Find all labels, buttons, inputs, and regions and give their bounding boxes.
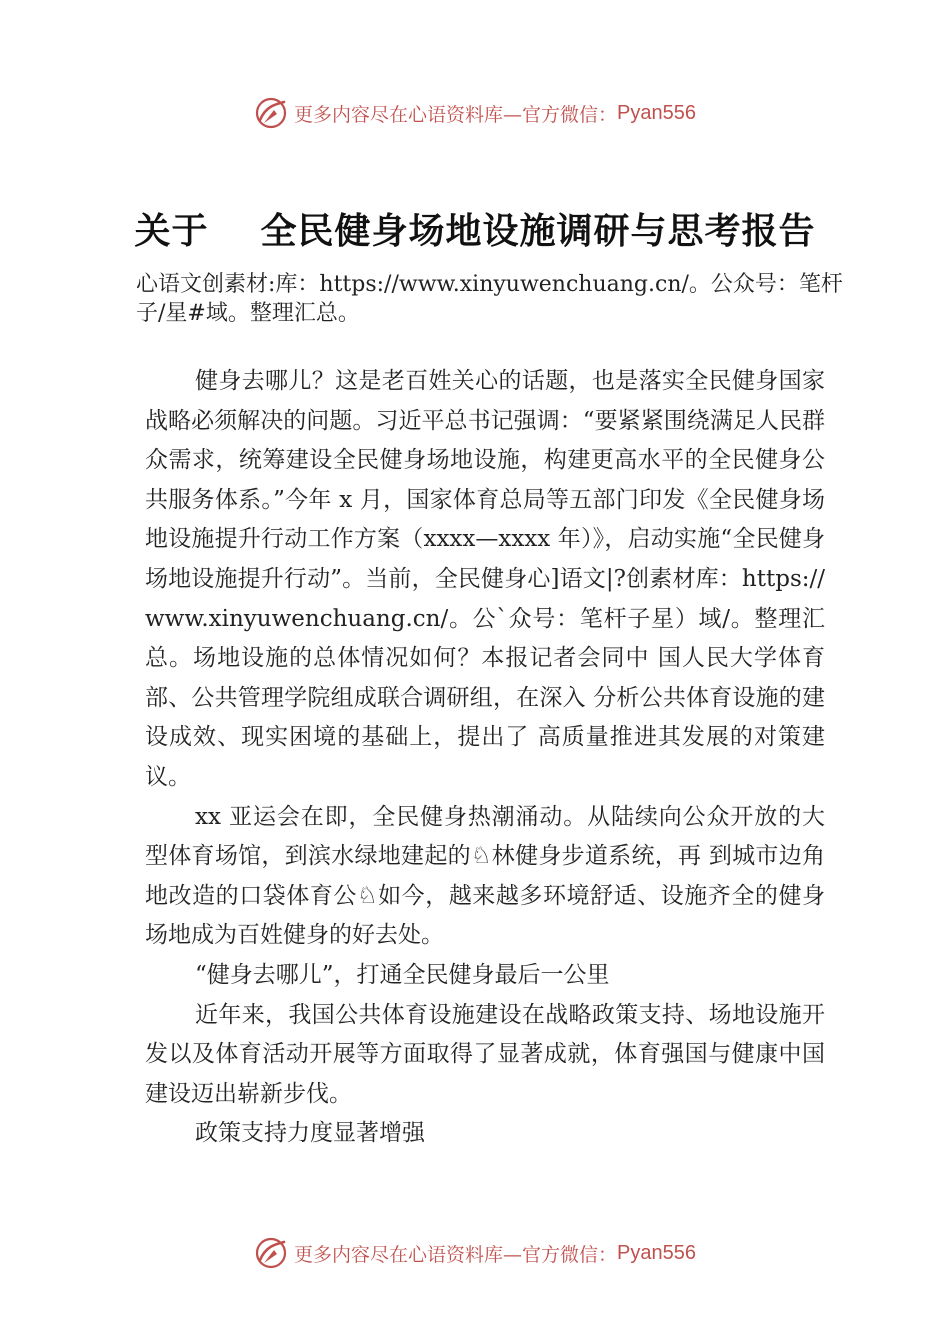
banner-text: 更多内容尽在心语资料库—官方微信： [294,1243,618,1266]
section-subheading: 政策支持力度显著增强 [195,1120,425,1147]
banner-text: 更多内容尽在心语资料库—官方微信： [294,103,618,126]
footer-watermark-banner [0,1236,950,1270]
paragraph: xx 亚运会在即，全民健身热潮涌动。从陆续向公众开放的大型体育场馆，到滨水绿地建起的♘林健身步道系统，再 到城市边角地改造的口袋体育公♘如今，越来越多环境舒适、设施齐全的健身场地成为百姓健身的好去处。 [145,803,825,949]
logo-icon [254,96,288,130]
source-note: 心语文创素材:库：https://www.xinyuwenchuang.cn/。公众号：笔杆子/星#域。整理汇总。 [136,272,843,326]
paragraph: 健身去哪儿？这是老百姓关心的话题，也是落实全民健身国家战略必须解决的问题。习近平总书记强调：“要紧紧围绕满足人民群众需求，统筹建设全民健身场地设施，构建更高水平的全民健身公共服务体系。”今年 x 月，国家体育总局等五部门印发《全民健身场地设施提升行动工作方案（xxxx—xxxx 年）》，启动实施“全民健身场地设施提升行动”。当前，全民健身心]语文|?创素材库：https://www.xinyuwenchuang.cn/。公`众号：笔杆子星）域/。整理汇总。场地设施的总体情况如何？本报记者会同中 国人民大学体育部、公共管理学院组成联合调研组，在深入 分析公共体育设施的建设成效、现实困境的基础上，提出了 高质量推进其发展的对策建议。 [145,368,825,790]
banner-wechat-id: Pyan556 [617,1241,696,1264]
paragraph: 近年来，我国公共体育设施建设在战略政策支持、场地设施开发以及体育活动开展等方面取得了显著成就，体育强国与健康中国建设迈出崭新步伐。 [145,1001,825,1107]
title-prefix: 关于 [134,210,209,252]
section-heading: “健身去哪儿”，打通全民健身最后一公里 [195,961,610,988]
document-title [0,203,950,254]
logo-icon [254,1236,288,1270]
header-watermark-banner [0,96,950,130]
title-main: 全民健身场地设施调研与思考报告 [260,210,816,252]
banner-wechat-id: Pyan556 [617,101,696,124]
document-body [145,362,825,1154]
